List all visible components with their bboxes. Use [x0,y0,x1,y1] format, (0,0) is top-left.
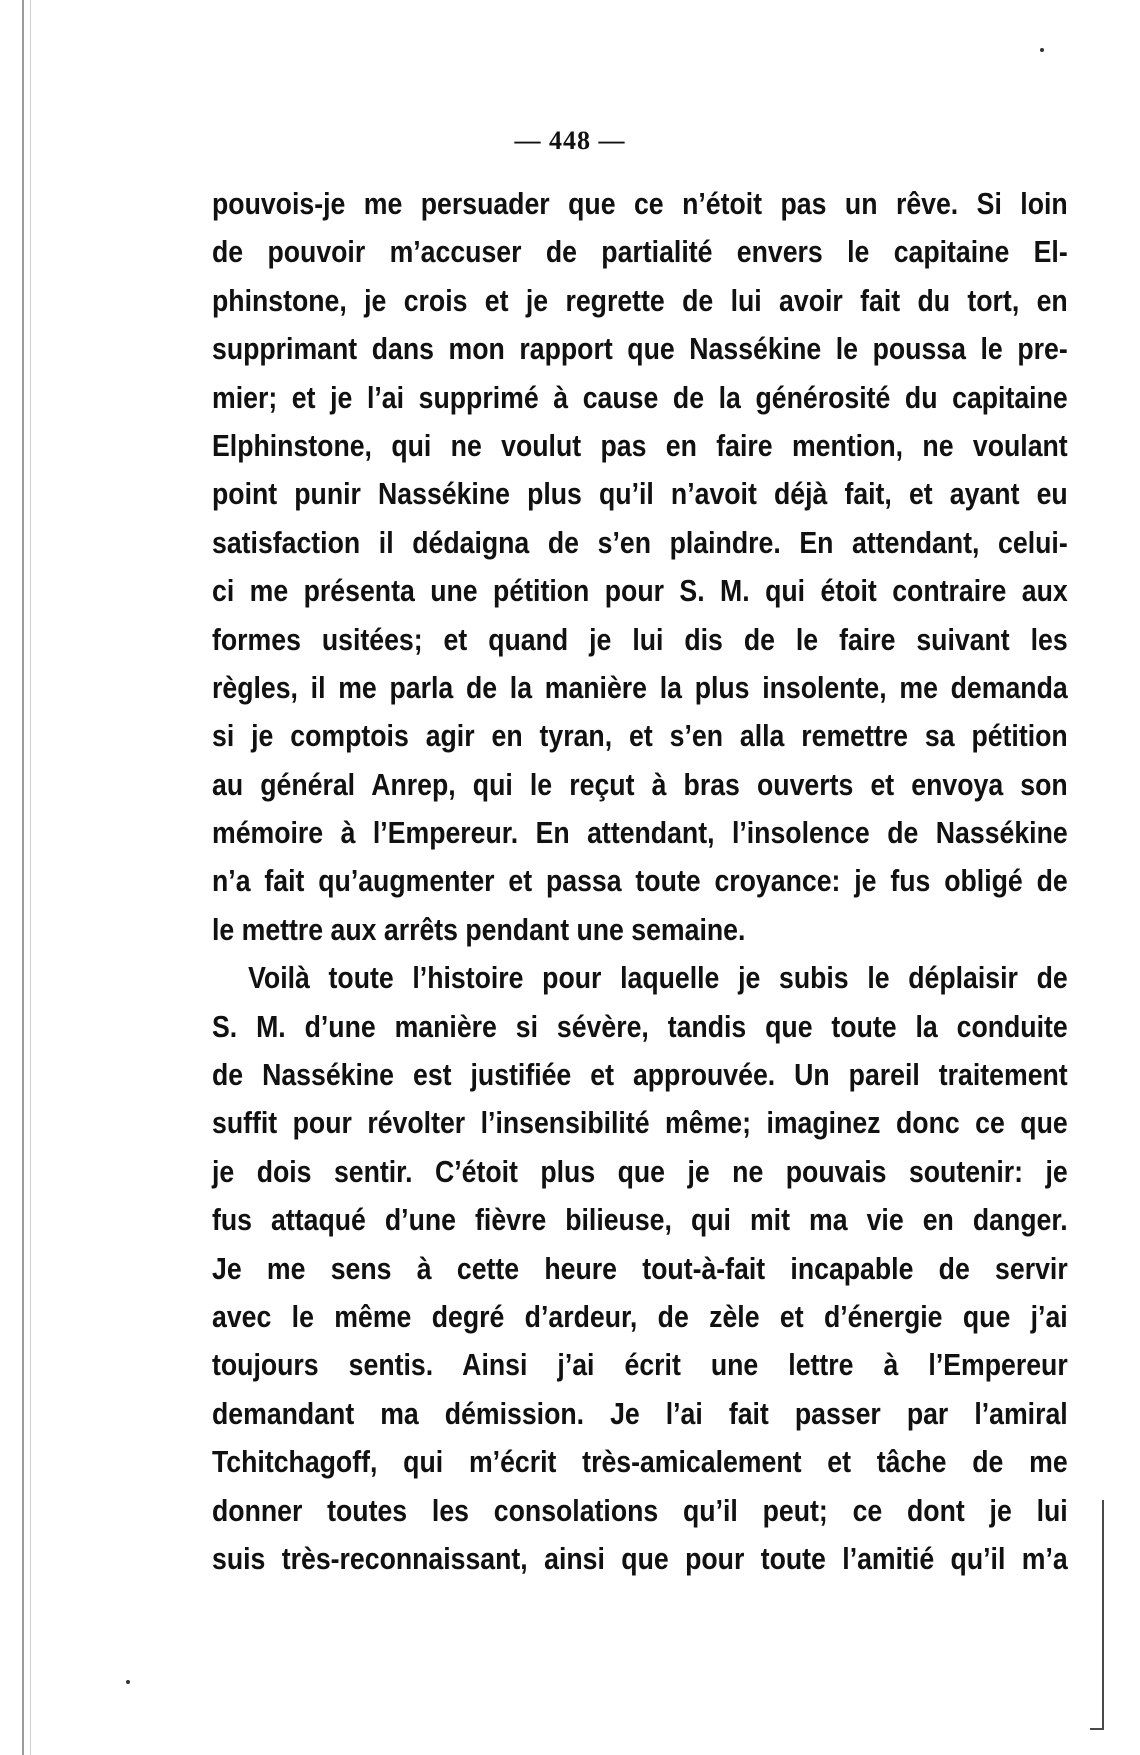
text-line: pouvois-je me persuader que ce n’étoit pas un rêve. Si loin [212,186,1068,221]
text-line: règles, il me parla de la manière la plus insolente, me demanda [212,669,1068,705]
text-line: de pouvoir m’accuser de partialité envers le capitaine El- [212,234,1068,270]
page-edge-right [1102,1500,1104,1730]
text-line: Tchitchagoff, qui m’écrit très-amicalement et tâche de me [212,1444,1068,1480]
text-line: satisfaction il dédaigna de s’en plaindre. En attendant, celui- [212,524,1068,560]
text-line: de Nassékine est justifiée et approuvée. Un pareil traitement [212,1057,1068,1093]
text-line: suis très-reconnaissant, ainsi que pour toute l’amitié qu’il m’a [212,1540,1068,1576]
text-line: le mettre aux arrêts pendant une semaine. [212,911,746,947]
text-line: avec le même degré d’ardeur, de zèle et d’énergie que j’ai [212,1298,1068,1334]
text-line: mémoire à l’Empereur. En attendant, l’insolence de Nassékine [212,815,1068,851]
text-line: ci me présenta une pétition pour S. M. qui étoit contraire aux [212,573,1068,609]
text-line: donner toutes les consolations qu’il peut; ce dont je lui [212,1492,1068,1528]
text-line: Elphinstone, qui ne voulut pas en faire mention, ne voulant [212,427,1068,463]
text-line: fus attaqué d’une fièvre bilieuse, qui mit ma vie en danger. [212,1202,1068,1238]
text-line: je dois sentir. C’étoit plus que je ne pouvais soutenir: je [212,1153,1068,1189]
scan-speck [126,1680,130,1684]
page-edge-right-foot [1090,1728,1104,1730]
text-line: point punir Nassékine plus qu’il n’avoit déjà fait, et ayant eu [212,476,1068,512]
text-line: Voilà toute l’histoire pour laquelle je subis le déplaisir de [248,960,1068,996]
scan-speck [1040,48,1044,52]
page-edge-left [22,0,24,1755]
text-line: formes usitées; et quand je lui dis de le faire suivant les [212,621,1068,657]
text-line: toujours sentis. Ainsi j’ai écrit une lettre à l’Empereur [212,1347,1068,1383]
text-line: suffit pour révolter l’insensibilité même; imaginez donc ce que [212,1105,1068,1141]
page-number: — 448 — [514,126,626,155]
text-line: demandant ma démission. Je l’ai fait passer par l’amiral [212,1395,1068,1431]
body-text [212,180,1068,1583]
text-line: si je comptois agir en tyran, et s’en alla remettre sa pétition [212,718,1068,754]
text-line: mier; et je l’ai supprimé à cause de la générosité du capitaine [212,379,1068,415]
text-line: S. M. d’une manière si sévère, tandis que toute la conduite [212,1008,1068,1044]
text-line: phinstone, je crois et je regrette de lui avoir fait du tort, en [212,282,1068,318]
text-line: Je me sens à cette heure tout-à-fait incapable de servir [212,1250,1068,1286]
text-line: supprimant dans mon rapport que Nassékine le poussa le pre- [212,331,1068,367]
text-line: au général Anrep, qui le reçut à bras ouverts et envoya son [212,766,1068,802]
text-line: n’a fait qu’augmenter et passa toute croyance: je fus obligé de [212,863,1068,899]
page-edge-left-shadow [30,0,31,1755]
